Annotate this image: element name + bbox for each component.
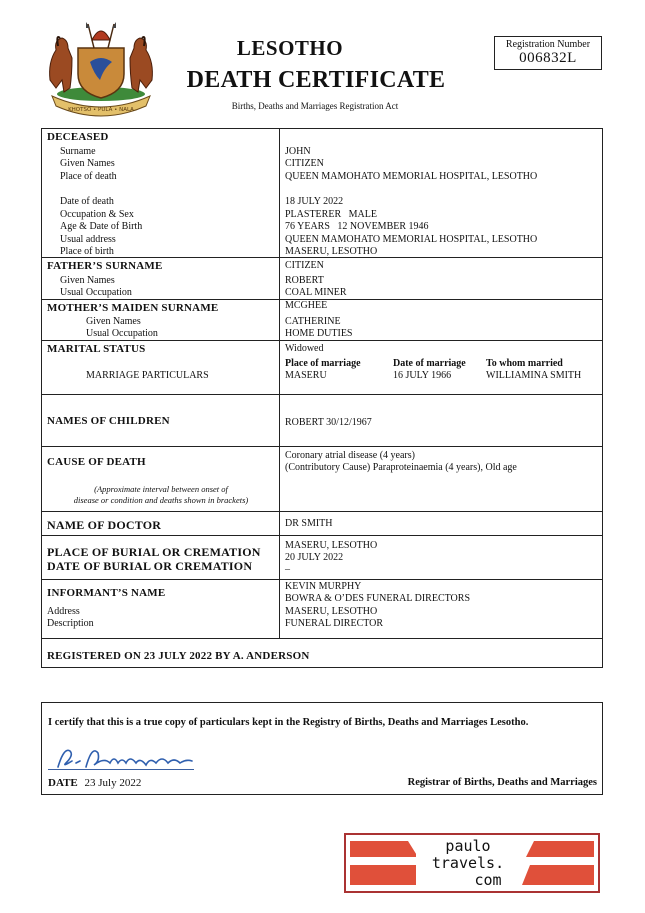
paulo-travels-logo xyxy=(344,833,600,893)
burial-extra-value: – xyxy=(285,564,290,575)
row-divider xyxy=(42,446,602,447)
children-value: ROBERT 30/12/1967 xyxy=(285,417,372,428)
informant-company-value: BOWRA & O’DES FUNERAL DIRECTORS xyxy=(285,593,471,604)
registration-number-label: Registration Number xyxy=(505,39,591,50)
given-names-label: Given Names xyxy=(60,158,115,169)
burial-place-heading: PLACE OF BURIAL OR CREMATION xyxy=(47,545,261,559)
mother-occupation-value: HOME DUTIES xyxy=(285,328,353,339)
registrar-title: Registrar of Births, Deaths and Marriages xyxy=(407,777,597,788)
place-of-marriage-value: MASERU xyxy=(285,370,327,381)
death-record-table xyxy=(41,128,603,668)
informant-name-value: KEVIN MURPHY xyxy=(285,581,362,592)
children-heading: NAMES OF CHILDREN xyxy=(47,415,170,427)
marriage-particulars-label: MARRIAGE PARTICULARS xyxy=(86,370,209,381)
registration-number-value: 006832L xyxy=(519,50,577,66)
cause-heading: CAUSE OF DEATH xyxy=(47,456,146,468)
date-of-death-label: Date of death xyxy=(60,196,114,207)
spouse-value: WILLIAMINA SMITH xyxy=(486,370,582,381)
certificate-title: DEATH CERTIFICATE xyxy=(186,67,446,93)
place-of-death-value: QUEEN MAMOHATO MEMORIAL HOSPITAL, LESOTHO xyxy=(285,171,538,182)
cause-note-line-1: (Approximate interval between onset of xyxy=(94,484,228,494)
place-of-death-label: Place of death xyxy=(60,171,117,182)
father-given-names-label: Given Names xyxy=(60,275,115,286)
row-divider xyxy=(42,535,602,536)
father-surname-value: CITIZEN xyxy=(285,260,324,271)
occupation-sex-value: PLASTERER MALE xyxy=(285,209,377,220)
age-dob-value: 76 YEARS 12 NOVEMBER 1946 xyxy=(285,221,429,232)
marital-status-value: Widowed xyxy=(285,343,324,354)
informant-address-value: MASERU, LESOTHO xyxy=(285,606,378,617)
informant-heading: INFORMANT’S NAME xyxy=(47,587,166,599)
burial-date-value: 20 JULY 2022 xyxy=(285,552,344,563)
place-of-birth-value: MASERU, LESOTHO xyxy=(285,246,378,257)
place-of-marriage-label: Place of marriage xyxy=(285,358,361,369)
cause-note xyxy=(47,484,275,506)
burial-place-value: MASERU, LESOTHO xyxy=(285,540,378,551)
logo-line-3: com xyxy=(474,871,502,889)
father-occupation-value: COAL MINER xyxy=(285,287,347,298)
mother-heading: MOTHER’S MAIDEN SURNAME xyxy=(47,302,219,314)
column-divider xyxy=(279,129,280,638)
registration-act: Births, Deaths and Marriages Registration Act xyxy=(231,101,399,111)
mother-occupation-label: Usual Occupation xyxy=(86,328,158,339)
deceased-heading: DECEASED xyxy=(47,131,109,143)
cause-line-2: (Contributory Cause) Paraproteinaemia (4 years), Old age xyxy=(285,462,517,473)
date-of-marriage-label: Date of marriage xyxy=(393,358,466,369)
burial-date-heading: DATE OF BURIAL OR CREMATION xyxy=(47,559,253,573)
informant-description-value: FUNERAL DIRECTOR xyxy=(285,618,384,629)
place-of-birth-label: Place of birth xyxy=(60,246,114,257)
registered-line: REGISTERED ON 23 JULY 2022 BY A. ANDERSON xyxy=(47,650,310,662)
registrar-signature xyxy=(52,737,212,773)
coat-of-arms-emblem xyxy=(42,18,160,118)
signature-line xyxy=(48,769,194,770)
row-divider xyxy=(42,579,602,580)
cause-line-1: Coronary atrial disease (4 years) xyxy=(285,450,415,461)
doctor-heading: NAME OF DOCTOR xyxy=(47,518,162,532)
row-divider xyxy=(42,511,602,512)
certification-statement: I certify that this is a true copy of particulars kept in the Registry of Births, Deaths and Marriages Lesotho. xyxy=(48,717,529,728)
cause-note-line-2: disease or condition and deaths shown in brackets) xyxy=(73,495,249,505)
usual-address-label: Usual address xyxy=(60,234,116,245)
logo-line-2: travels. xyxy=(431,854,505,872)
occupation-sex-label: Occupation & Sex xyxy=(60,209,134,220)
mother-given-names-value: CATHERINE xyxy=(285,316,341,327)
emblem-motto-text: KHOTSO • PULA • NALA xyxy=(68,107,134,113)
father-occupation-label: Usual Occupation xyxy=(60,287,132,298)
date-of-death-value: 18 JULY 2022 xyxy=(285,196,344,207)
country-heading: LESOTHO xyxy=(236,36,344,60)
registration-number-box xyxy=(494,36,602,70)
informant-address-label: Address xyxy=(47,606,80,617)
mother-given-names-label: Given Names xyxy=(86,316,141,327)
surname-value: JOHN xyxy=(285,146,311,157)
date-of-marriage-value: 16 JULY 1966 xyxy=(393,370,452,381)
mother-surname-value: MCGHEE xyxy=(285,300,328,311)
row-divider xyxy=(42,340,602,341)
certification-date-label: DATE xyxy=(48,777,78,789)
father-heading: FATHER’S SURNAME xyxy=(47,260,163,272)
row-divider xyxy=(42,394,602,395)
doctor-value: DR SMITH xyxy=(285,518,333,529)
spouse-label: To whom married xyxy=(486,358,563,369)
certification-date-value: 23 July 2022 xyxy=(84,777,142,789)
informant-description-label: Description xyxy=(47,618,94,629)
given-names-value: CITIZEN xyxy=(285,158,324,169)
surname-label: Surname xyxy=(60,146,96,157)
logo-text xyxy=(416,838,520,889)
row-divider xyxy=(42,638,602,639)
logo-line-1: paulo xyxy=(445,837,491,855)
marital-heading: MARITAL STATUS xyxy=(47,343,146,355)
certification-box xyxy=(41,702,603,795)
father-given-names-value: ROBERT xyxy=(285,275,324,286)
usual-address-value: QUEEN MAMOHATO MEMORIAL HOSPITAL, LESOTHO xyxy=(285,234,538,245)
certification-date-row xyxy=(48,777,141,789)
age-dob-label: Age & Date of Birth xyxy=(60,221,143,232)
